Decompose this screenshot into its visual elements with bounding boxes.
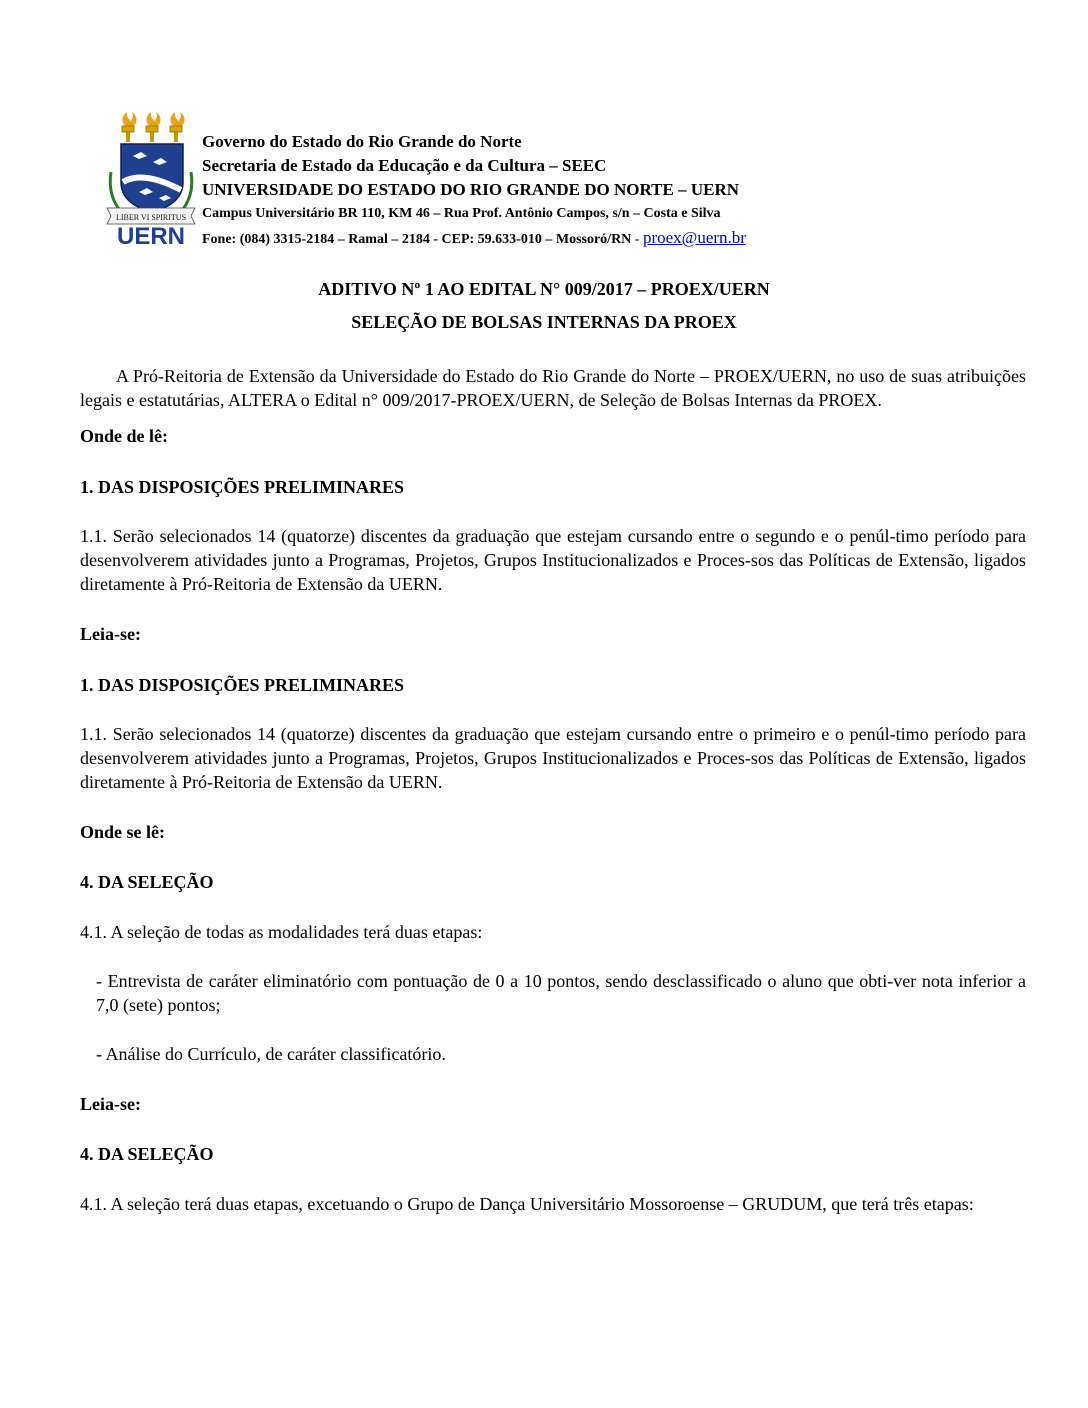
document-subtitle: SELEÇÃO DE BOLSAS INTERNAS DA PROEX bbox=[351, 312, 737, 332]
section4-paragraph-original: 4.1. A seleção de todas as modalidades terá duas etapas: bbox=[80, 922, 483, 942]
logo-motto: LIBER VI SPIRITUS bbox=[115, 213, 187, 222]
email-link[interactable]: proex@uern.br bbox=[642, 228, 746, 247]
document-title: ADITIVO Nº 1 AO EDITAL N° 009/2017 – PROEX/UERN bbox=[318, 279, 770, 299]
section1-heading-original: 1. DAS DISPOSIÇÕES PRELIMINARES bbox=[80, 477, 405, 497]
torch-icon bbox=[170, 112, 185, 142]
leia-se-label: Leia-se: bbox=[80, 624, 141, 644]
section4-heading-original: 4. DA SELEÇÃO bbox=[80, 872, 214, 892]
onde-le-label: Onde se lê: bbox=[80, 822, 165, 842]
document-body bbox=[80, 364, 1026, 1216]
section4-heading-amended: 4. DA SELEÇÃO bbox=[80, 1144, 214, 1164]
letterhead-separator: - bbox=[631, 232, 643, 247]
letterhead-university: UNIVERSIDADE DO ESTADO DO RIO GRANDE DO NORTE – UERN bbox=[202, 180, 740, 199]
torch-icon bbox=[146, 112, 161, 142]
section1-paragraph-amended: 1.1. Serão selecionados 14 (quatorze) discentes da graduação que estejam cursando entre o primeiro e o penúl-timo período para desenvolverem atividades junto a Programas, Projetos, Grupos Institucionalizados e Proces-sos das Políticas de Extensão, ligados diretamente à Pró-Reitoria de Extensão da UERN. bbox=[80, 724, 1026, 792]
section1-paragraph-original: 1.1. Serão selecionados 14 (quatorze) discentes da graduação que estejam cursando entre o segundo e o penúl-timo período para desenvolverem atividades junto a Programas, Projetos, Grupos Institucionalizados e Proces-sos das Políticas de Extensão, ligados diretamente à Pró-Reitoria de Extensão da UERN. bbox=[80, 526, 1026, 594]
letterhead-phone: Fone: (084) 3315-2184 – Ramal – 2184 - CEP: 59.633-010 – Mossoró/RN bbox=[202, 232, 632, 247]
uern-logo bbox=[103, 112, 199, 246]
intro-paragraph: A Pró-Reitoria de Extensão da Universidade do Estado do Rio Grande do Norte – PROEX/UERN, no uso de suas atribuições legais e estatutárias, ALTERA o Edital n° 009/2017-PROEX/UERN, de Seleção de Bolsas Internas da PROEX. bbox=[80, 366, 1026, 410]
letterhead-government: Governo do Estado do Rio Grande do Norte bbox=[202, 132, 522, 151]
letterhead-secretariat: Secretaria de Estado da Educação e da Cultura – SEEC bbox=[202, 156, 607, 175]
section4-paragraph-amended: 4.1. A seleção terá duas etapas, excetuando o Grupo de Dança Universitário Mossoroense – GRUDUM, que terá três etapas: bbox=[80, 1194, 974, 1214]
shield-icon bbox=[121, 144, 183, 212]
section1-heading-amended: 1. DAS DISPOSIÇÕES PRELIMINARES bbox=[80, 675, 405, 695]
onde-le-label: Onde de lê: bbox=[80, 426, 168, 446]
list-item: - Análise do Currículo, de caráter classificatório. bbox=[96, 1044, 446, 1064]
letterhead-contact bbox=[202, 226, 1062, 252]
leia-se-label: Leia-se: bbox=[80, 1094, 141, 1114]
letterhead bbox=[202, 130, 1062, 252]
list-item: - Entrevista de caráter eliminatório com pontuação de 0 a 10 pontos, sendo desclassificado o aluno que obti-ver nota inferior a 7,0 (sete) pontos; bbox=[96, 971, 1026, 1015]
torch-icon bbox=[122, 112, 137, 142]
letterhead-address: Campus Universitário BR 110, KM 46 – Rua Prof. Antônio Campos, s/n – Costa e Silva bbox=[202, 206, 721, 221]
logo-wordmark: UERN bbox=[116, 223, 186, 246]
